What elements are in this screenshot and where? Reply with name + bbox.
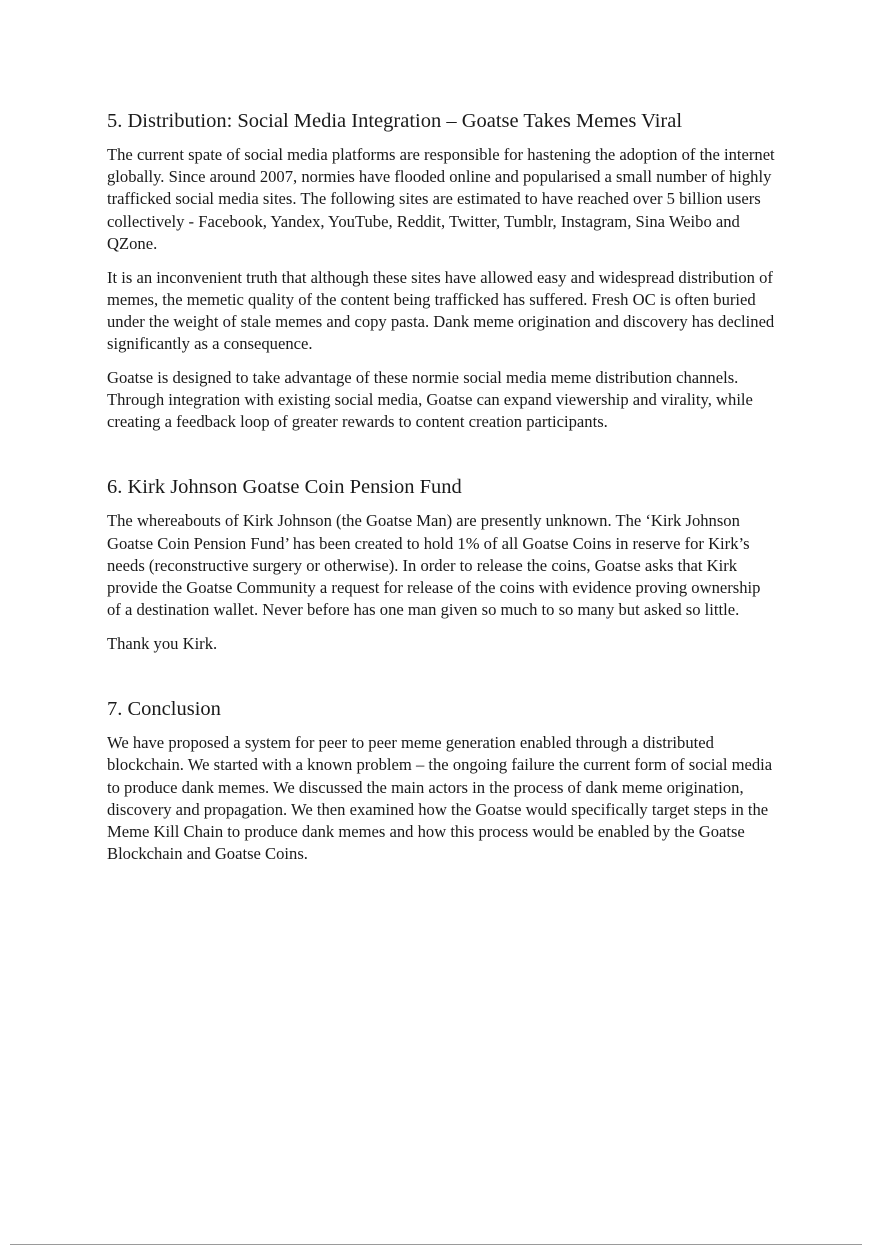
paragraph: We have proposed a system for peer to peer meme generation enabled through a distributed blockchain. We started with a known problem – the ongoing failure the current form of social media to produce dank memes. We discussed the main actors in the process of dank meme origination, discovery and propagation. We then examined how the Goatse would specifically target steps in the Meme Kill Chain to produce dank memes and how this process would be enabled by the Goatse Blockchain and Goatse Coins. [107,733,773,864]
document-body [107,108,777,877]
section-heading: 5. Distribution: Social Media Integration – Goatse Takes Memes Viral [107,110,683,132]
section-heading: 7. Conclusion [107,698,221,721]
paragraph: It is an inconvenient truth that although these sites have allowed easy and widespread distribution of memes, the memetic quality of the content being trafficked has suffered. Fresh OC is often buried under the weight of stale memes and copy pasta. Dank meme origination and discovery has declined significantly as a consequence. [107,267,775,354]
paragraph: Goatse is designed to take advantage of these normie social media meme distribution channels. Through integration with existing social media, Goatse can expand viewership and virality, while creating a feedback loop of greater rewards to content creation participants. [107,367,753,432]
paragraph: The current spate of social media platforms are responsible for hastening the adoption of the internet globally. Since around 2007, normies have flooded online and popularised a small number of highly trafficked social media sites. The following sites are estimated to have reached over 5 billion users collectively - Facebook, Yandex, YouTube, Reddit, Twitter, Tumblr, Instagram, Sina Weibo and QZone. [107,145,775,253]
section-pension-fund [107,474,777,655]
section-distribution [107,108,777,433]
paragraph: Thank you Kirk. [107,633,218,653]
section-conclusion [107,696,777,865]
section-heading: 6. Kirk Johnson Goatse Coin Pension Fund [107,476,462,499]
paragraph: The whereabouts of Kirk Johnson (the Goatse Man) are presently unknown. The ‘Kirk Johnson Goatse Coin Pension Fund’ has been created to hold 1% of all Goatse Coins in reserve for Kirk’s needs (reconstructive surgery or otherwise). In order to release the coins, Goatse asks that Kirk provide the Goatse Community a request for release of the coins with evidence proving ownership of a destination wallet. Never before has one man given so much to so many but asked so little. [107,511,761,620]
page-bottom-divider [10,1244,862,1245]
